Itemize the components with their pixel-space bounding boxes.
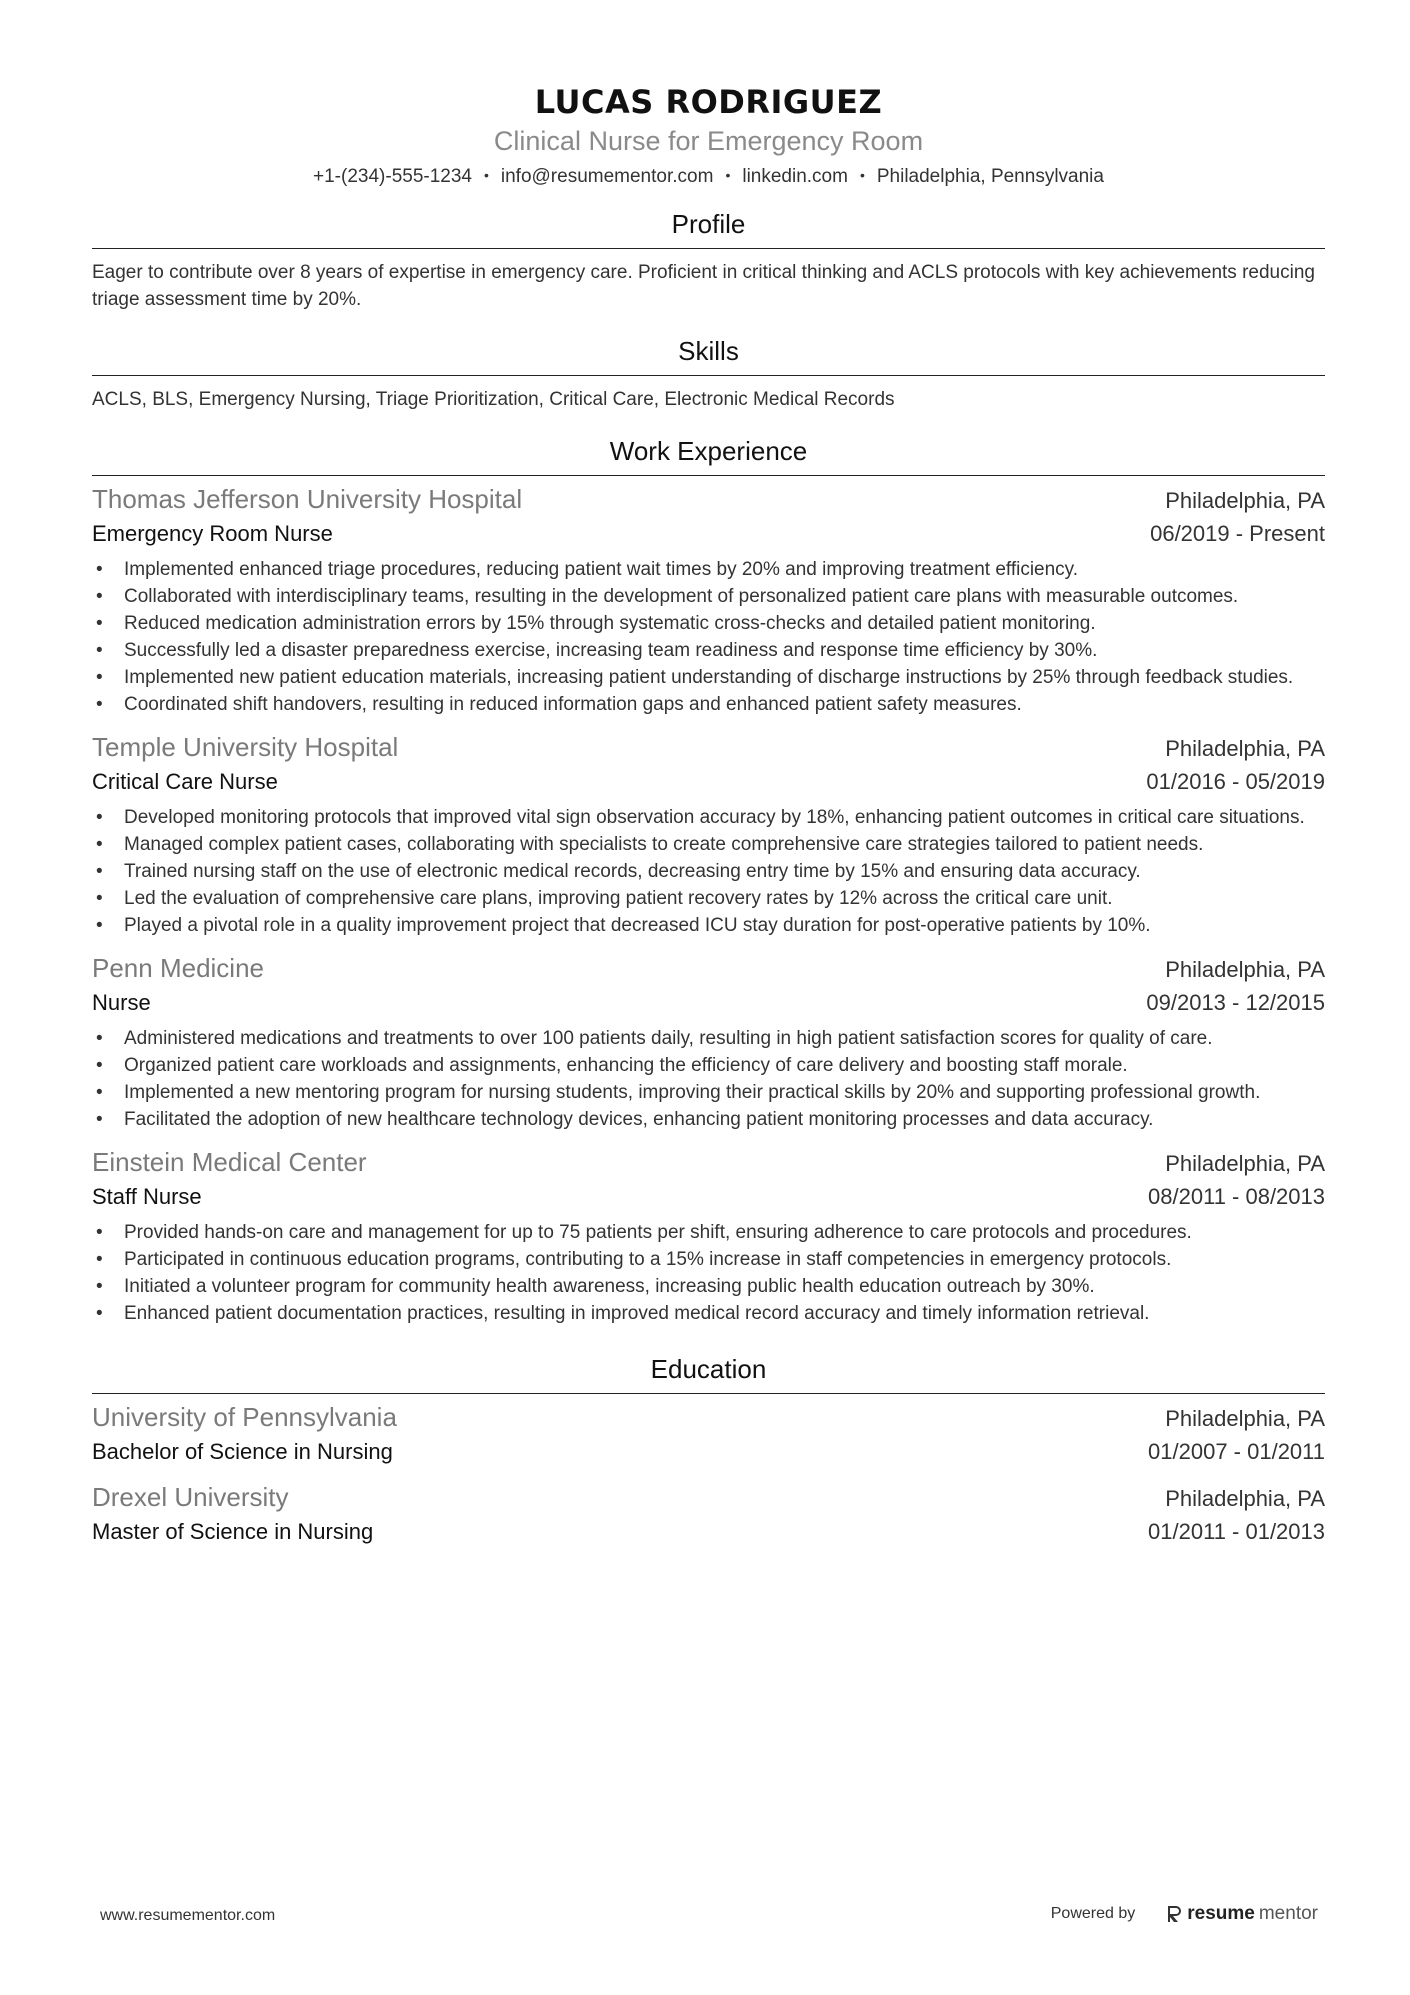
job-bullet: • Led the evaluation of comprehensive care plans, improving patient recovery rates by 12% across the critical care unit.	[92, 885, 1325, 912]
job-dates: 06/2019 - Present	[1150, 521, 1325, 546]
job-bullet: • Participated in continuous education programs, contributing to a 15% increase in staff competencies in emergency protocols.	[92, 1246, 1325, 1273]
job-location: Philadelphia, PA	[1165, 1151, 1325, 1176]
school-location: Philadelphia, PA	[1165, 1406, 1325, 1431]
education-entry	[92, 1400, 1325, 1468]
job-bullet: • Developed monitoring protocols that improved vital sign observation accuracy by 18%, enhancing patient outcomes in critical care situations.	[92, 804, 1325, 831]
footer-branding	[1051, 1903, 1318, 1925]
resume-page	[92, 0, 1325, 1548]
powered-by-label: Powered by	[1050, 1905, 1136, 1922]
job-bullet: • Managed complex patient cases, collaborating with specialists to create comprehensive care strategies tailored to patient needs.	[92, 831, 1325, 858]
job-bullets	[92, 556, 1325, 718]
experience-section	[92, 433, 1325, 1327]
resumementor-logo-icon	[1165, 1904, 1183, 1924]
profile-section	[92, 206, 1325, 313]
school-name: Drexel University	[92, 1482, 289, 1512]
candidate-title: Clinical Nurse for Emergency Room	[493, 126, 924, 156]
job-bullets	[92, 1025, 1325, 1133]
job-role: Critical Care Nurse	[92, 769, 278, 794]
job-role: Nurse	[92, 990, 151, 1015]
education-section	[92, 1351, 1325, 1548]
section-title-skills: Skills	[92, 333, 1325, 376]
job-bullet: • Collaborated with interdisciplinary teams, resulting in the development of personalized patient care plans with measurable outcomes.	[92, 583, 1325, 610]
contact-email[interactable]: info@resumementor.com	[500, 166, 714, 187]
job-bullet: • Implemented a new mentoring program for nursing students, improving their practical skills by 20% and supporting professional growth.	[92, 1079, 1325, 1106]
footer-website[interactable]: www.resumementor.com	[100, 1907, 276, 1924]
job-role: Emergency Room Nurse	[92, 521, 333, 546]
skills-section	[92, 333, 1325, 413]
degree-name: Master of Science in Nursing	[92, 1519, 374, 1544]
job-entry	[92, 730, 1325, 939]
contact-separator: •	[483, 167, 489, 183]
contact-line	[92, 160, 1325, 192]
skills-text: ACLS, BLS, Emergency Nursing, Triage Prioritization, Critical Care, Electronic Medical Records	[92, 389, 895, 410]
degree-name: Bachelor of Science in Nursing	[92, 1439, 393, 1464]
job-bullet: • Administered medications and treatments to over 100 patients daily, resulting in high patient satisfaction scores for quality of care.	[92, 1025, 1325, 1052]
job-bullet: • Implemented enhanced triage procedures, reducing patient wait times by 20% and improving treatment efficiency.	[92, 556, 1325, 583]
job-entry	[92, 1145, 1325, 1327]
section-title-education: Education	[92, 1351, 1325, 1394]
job-entry	[92, 951, 1325, 1133]
brand-name-light: mentor	[1258, 1903, 1318, 1924]
contact-linkedin[interactable]: linkedin.com	[742, 166, 848, 187]
section-title-profile: Profile	[92, 206, 1325, 249]
job-bullet: • Enhanced patient documentation practices, resulting in improved medical record accuracy and timely information retrieval.	[92, 1300, 1325, 1327]
job-location: Philadelphia, PA	[1165, 736, 1325, 761]
job-bullet: • Reduced medication administration errors by 15% through systematic cross-checks and detailed patient monitoring.	[92, 610, 1325, 637]
job-bullets	[92, 804, 1325, 939]
contact-location: Philadelphia, Pennsylvania	[876, 166, 1104, 187]
job-bullet: • Successfully led a disaster preparedness exercise, increasing team readiness and response time efficiency by 30%.	[92, 637, 1325, 664]
brand-logo[interactable]	[1165, 1903, 1318, 1925]
job-bullet: • Initiated a volunteer program for community health awareness, increasing public health education outreach by 30%.	[92, 1273, 1325, 1300]
job-bullet: • Organized patient care workloads and assignments, enhancing the efficiency of care delivery and boosting staff morale.	[92, 1052, 1325, 1079]
job-bullet: • Provided hands-on care and management for up to 75 patients per shift, ensuring adherence to care protocols and procedures.	[92, 1219, 1325, 1246]
contact-phone: +1-(234)-555-1234	[313, 166, 472, 187]
contact-separator: •	[725, 167, 731, 183]
job-bullet: • Played a pivotal role in a quality improvement project that decreased ICU stay duration for post-operative patients by 10%.	[92, 912, 1325, 939]
education-dates: 01/2007 - 01/2011	[1148, 1439, 1325, 1464]
job-organization: Penn Medicine	[92, 953, 264, 983]
education-entry	[92, 1480, 1325, 1548]
job-bullet: • Facilitated the adoption of new healthcare technology devices, enhancing patient monitoring processes and data accuracy.	[92, 1106, 1325, 1133]
job-bullet: • Coordinated shift handovers, resulting in reduced information gaps and enhanced patient safety measures.	[92, 691, 1325, 718]
job-dates: 08/2011 - 08/2013	[1148, 1184, 1325, 1209]
job-organization: Thomas Jefferson University Hospital	[92, 484, 523, 514]
contact-separator: •	[859, 167, 865, 183]
job-role: Staff Nurse	[92, 1184, 202, 1209]
job-bullet: • Implemented new patient education materials, increasing patient understanding of discharge instructions by 25% through feedback studies.	[92, 664, 1325, 691]
brand-name-bold: resume	[1187, 1903, 1255, 1924]
job-location: Philadelphia, PA	[1165, 957, 1325, 982]
profile-text: Eager to contribute over 8 years of expertise in emergency care. Proficient in critical thinking and ACLS protocols with key achievements reducing triage assessment time by 20%.	[92, 262, 1315, 310]
job-organization: Temple University Hospital	[92, 732, 399, 762]
resume-header	[92, 80, 1325, 192]
section-title-experience: Work Experience	[92, 433, 1325, 476]
job-bullet: • Trained nursing staff on the use of electronic medical records, decreasing entry time by 15% and ensuring data accuracy.	[92, 858, 1325, 885]
job-dates: 01/2016 - 05/2019	[1146, 769, 1325, 794]
job-entry	[92, 482, 1325, 718]
candidate-name: LUCAS RODRIGUEZ	[534, 83, 883, 121]
job-dates: 09/2013 - 12/2015	[1146, 990, 1325, 1015]
job-bullets	[92, 1219, 1325, 1327]
education-dates: 01/2011 - 01/2013	[1148, 1519, 1325, 1544]
job-location: Philadelphia, PA	[1165, 488, 1325, 513]
school-location: Philadelphia, PA	[1165, 1486, 1325, 1511]
school-name: University of Pennsylvania	[92, 1402, 397, 1432]
job-organization: Einstein Medical Center	[92, 1147, 367, 1177]
